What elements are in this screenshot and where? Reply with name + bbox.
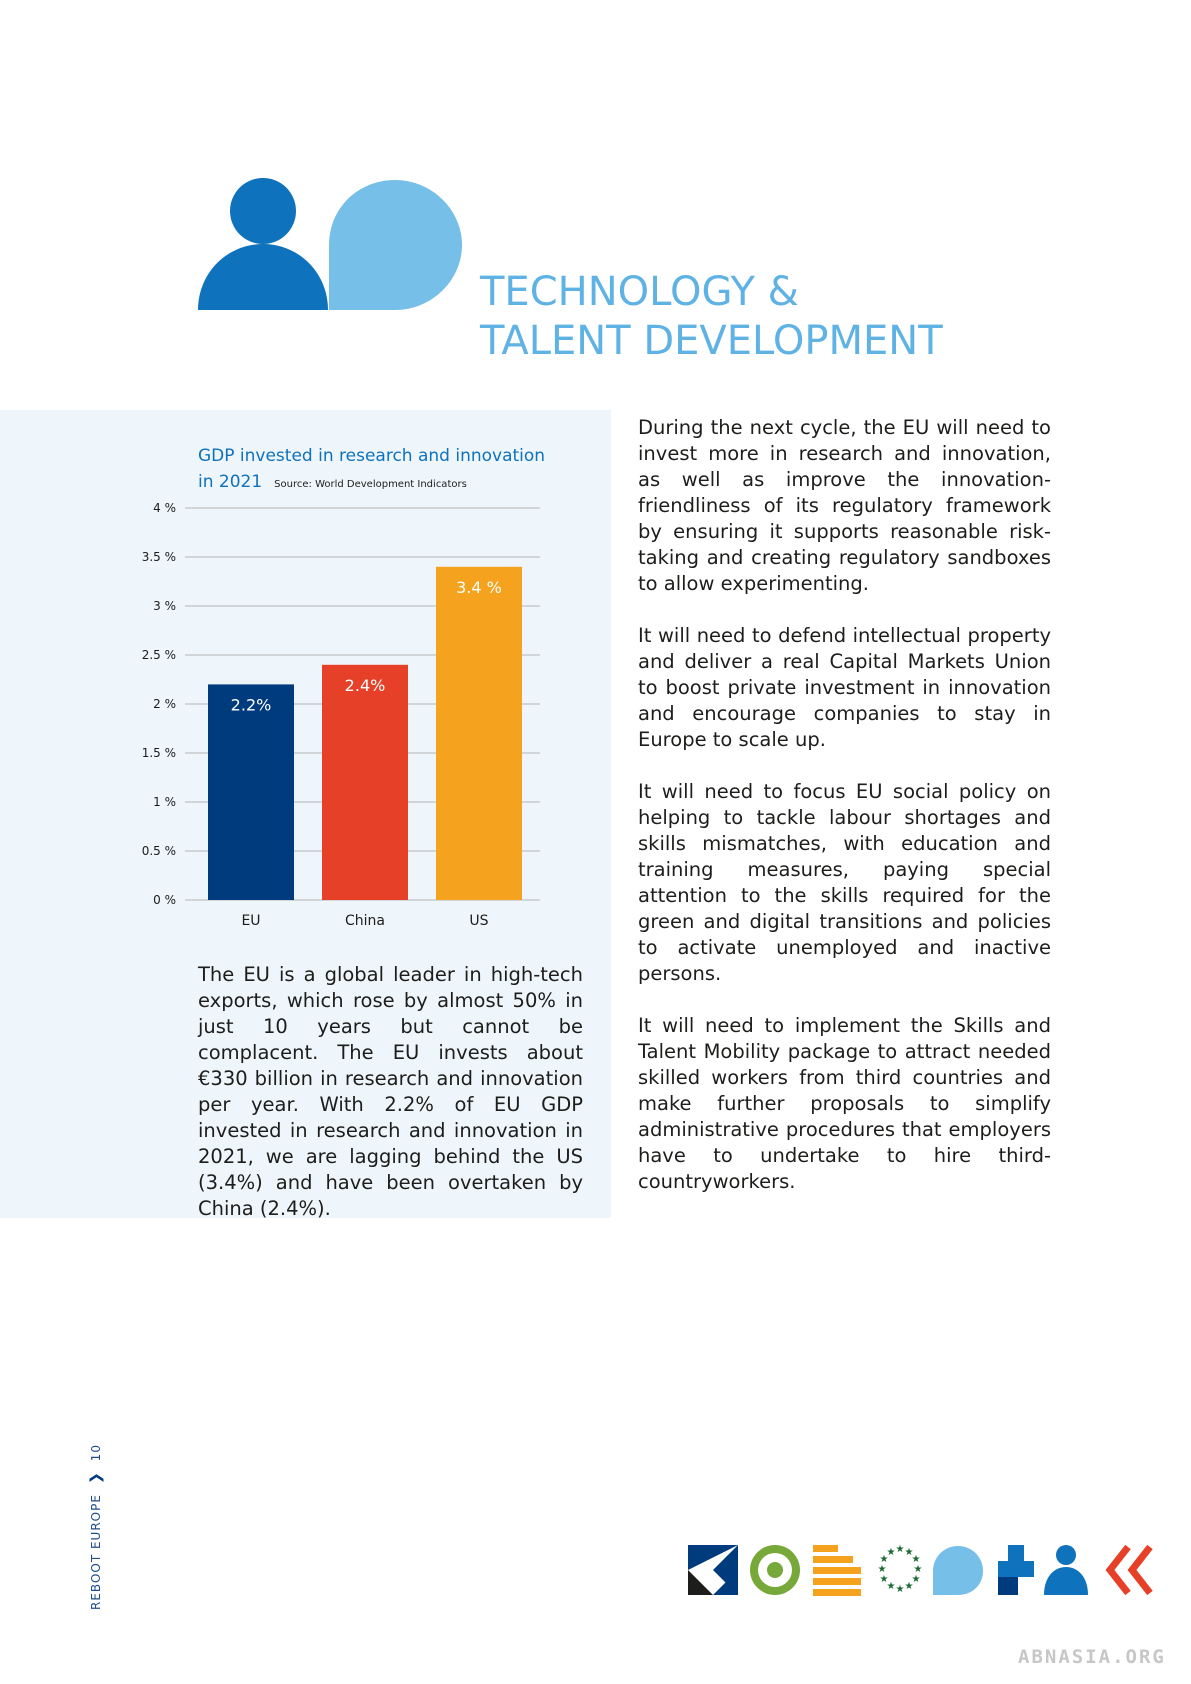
y-tick-label: 4 % — [153, 503, 176, 515]
page-number: 10 — [89, 1444, 103, 1462]
bar-eu — [208, 684, 294, 900]
page-title — [480, 268, 943, 366]
gdp-bar-chart — [140, 503, 590, 935]
target-logo-icon — [750, 1545, 800, 1595]
person-logo-icon — [1044, 1545, 1088, 1595]
eu-stars-logo-icon — [878, 1544, 923, 1595]
right-column — [638, 415, 1051, 1195]
svg-text:★: ★ — [911, 1554, 921, 1565]
y-tick-label: 1 % — [153, 795, 176, 809]
chevrons-logo-icon — [1110, 1547, 1150, 1593]
data-label-us: 3.4 % — [456, 577, 502, 597]
svg-text:★: ★ — [904, 1581, 914, 1592]
svg-text:★: ★ — [886, 1547, 896, 1558]
x-tick-label: EU — [241, 913, 261, 929]
y-tick-label: 3 % — [153, 599, 176, 613]
y-tick-label: 0.5 % — [141, 844, 176, 858]
side-footer-label: REBOOT EUROPE — [89, 1494, 103, 1610]
y-tick-label: 1.5 % — [141, 746, 176, 760]
side-footer — [88, 1444, 104, 1610]
chart-title-line1: GDP invested in research and innovation — [198, 446, 546, 466]
page-title-line2: TALENT DEVELOPMENT — [480, 318, 943, 364]
svg-text:★: ★ — [895, 1544, 905, 1555]
svg-text:★: ★ — [913, 1564, 923, 1575]
right-paragraph-3: It will need to focus EU social policy on helping to tackle labour shortages and skills mismatches, with education and training measures, paying special attention to the skills required for the green and digital transitions and policies to activate unemployed and inactive persons. — [638, 780, 1051, 985]
svg-text:★: ★ — [879, 1554, 889, 1565]
speech-bubble-logo-icon — [933, 1546, 983, 1595]
x-tick-label: China — [345, 913, 385, 929]
x-tick-label: US — [469, 913, 489, 929]
chart-title-line2: in 2021 — [198, 472, 263, 492]
lines-logo-icon — [813, 1545, 861, 1596]
chart-source: Source: World Development Indicators — [274, 479, 467, 490]
chart-title — [198, 443, 568, 498]
svg-text:★: ★ — [877, 1564, 887, 1575]
y-tick-label: 2.5 % — [141, 648, 176, 662]
y-tick-label: 0 % — [153, 893, 176, 907]
watermark: ABNASIA.ORG — [1018, 1646, 1166, 1668]
person-body-shape — [198, 244, 328, 310]
svg-text:★: ★ — [895, 1584, 905, 1595]
right-paragraph-4: It will need to implement the Skills and Talent Mobility package to attract needed skilled workers from third countries and make further proposals to simplify administrative procedures that employers have to undertake to hire third-countryworkers. — [638, 1014, 1051, 1193]
left-paragraph: The EU is a global leader in high-tech exports, which rose by almost 50% in just 10 years but cannot be complacent. The EU invests about €330 billion in research and innovation per year. With 2.2% of EU GDP invested in research and innovation in 2021, we are lagging behind the US (3.4%) and have been overtaken by China (2.4%). — [198, 963, 583, 1220]
right-paragraph-1: During the next cycle, the EU will need to invest more in research and innovation, as well as improve the innovation-friendliness of its regulatory framework by ensuring it supports reasonable risk-taking and creating regulatory sandboxes to allow experimenting. — [638, 416, 1051, 595]
speech-bubble-shape — [329, 180, 462, 310]
right-paragraph-2: It will need to defend intellectual property and deliver a real Capital Markets Union to boost private investment in innovation and encourage companies to stay in Europe to scale up. — [638, 624, 1051, 751]
y-tick-label: 3.5 % — [141, 550, 176, 564]
bar-china — [322, 665, 408, 900]
data-label-china: 2.4% — [344, 675, 386, 695]
svg-text:★: ★ — [886, 1581, 896, 1592]
person-speech-bubble-icon — [198, 178, 463, 314]
svg-text:★: ★ — [904, 1547, 914, 1558]
y-tick-label: 2 % — [153, 697, 176, 711]
bar-us — [436, 567, 522, 900]
page-title-line1: TECHNOLOGY & — [480, 269, 799, 315]
chevron-right-icon: ❯ — [88, 1471, 104, 1485]
person-head-shape — [230, 178, 296, 244]
data-label-eu: 2.2% — [230, 695, 272, 715]
svg-text:★: ★ — [879, 1574, 889, 1585]
puzzle-logo-icon — [998, 1545, 1034, 1595]
triangles-logo-icon — [688, 1545, 738, 1595]
svg-text:★: ★ — [911, 1574, 921, 1585]
